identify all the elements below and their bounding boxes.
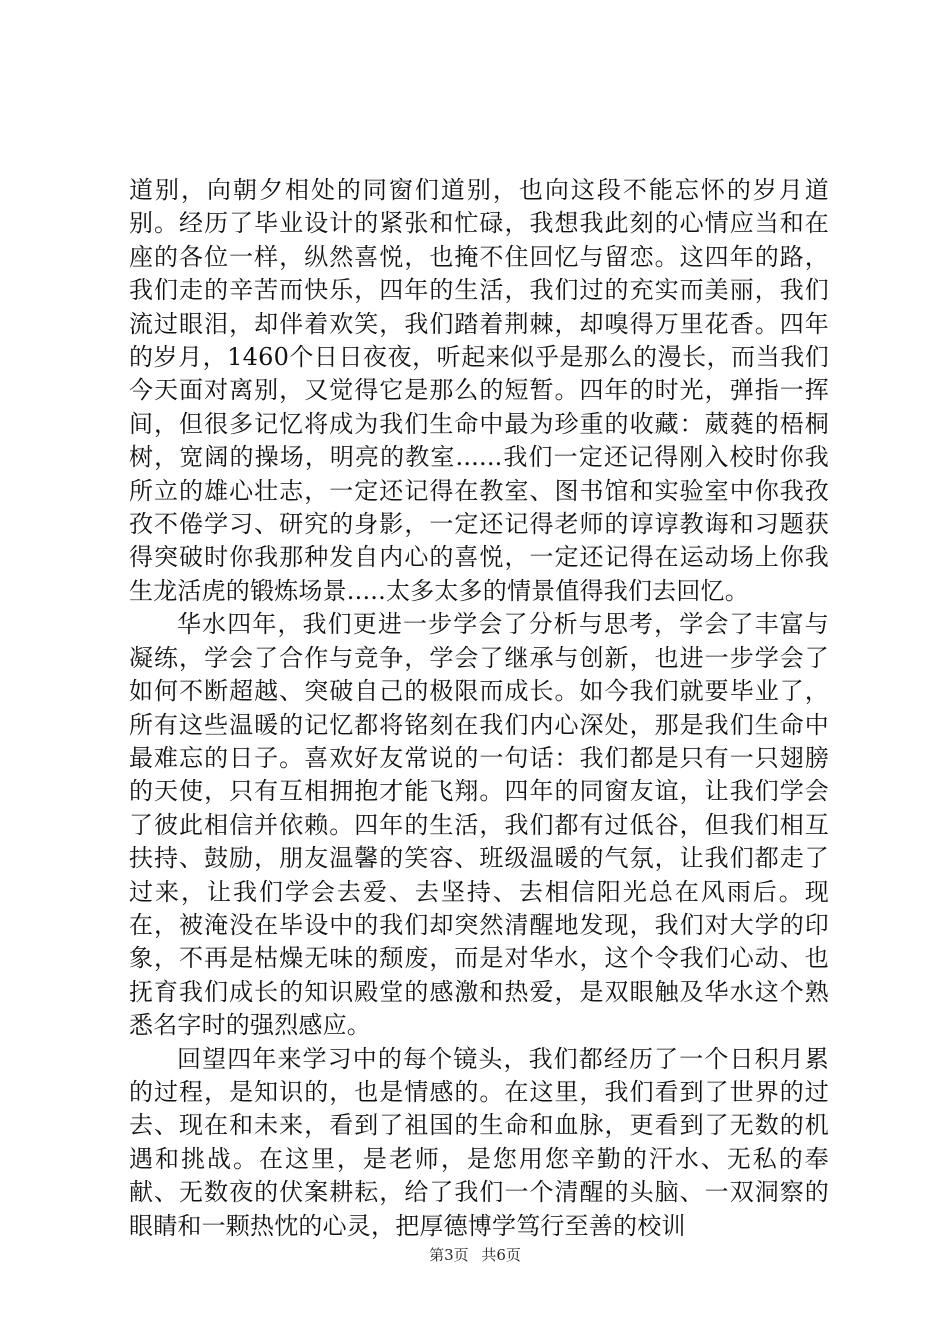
page-footer	[0, 1244, 950, 1265]
page-total: 共6页	[481, 1246, 521, 1264]
page-number: 第3页	[429, 1246, 469, 1264]
document-body	[129, 174, 829, 1243]
paragraph-2: 华水四年，我们更进一步学会了分析与思考，学会了丰富与凝练，学会了合作与竞争，学会了继承与创新，也进一步学会了如何不断超越、突破自己的极限而成长。如今我们就要毕业了，所有这些温暖的记忆都将铭刻在我们内心深处，那是我们生命中最难忘的日子。喜欢好友常说的一句话：我们都是只有一只翅膀的天使，只有互相拥抱才能飞翔。四年的同窗友谊，让我们学会了彼此相信并依赖。四年的生活，我们都有过低谷，但我们相互扶持、鼓励，朋友温馨的笑容、班级温暖的气氛，让我们都走了过来，让我们学会去爱、去坚持、去相信阳光总在风雨后。现在，被淹没在毕设中的我们却突然清醒地发现，我们对大学的印象，不再是枯燥无味的颓废，而是对华水，这个令我们心动、也抚育我们成长的知识殿堂的感激和热爱，是双眼触及华水这个熟悉名字时的强烈感应。	[129, 610, 829, 1040]
paragraph-3: 回望四年来学习中的每个镜头，我们都经历了一个日积月累的过程，是知识的，也是情感的。在这里，我们看到了世界的过去、现在和未来，看到了祖国的生命和血脉，更看到了无数的机遇和挑战。在这里，是老师，是您用您辛勤的汗水、无私的奉献、无数夜的伏案耕耘，给了我们一个清醒的头脑、一双洞察的眼睛和一颗热忱的心灵，把厚德博学笃行至善的校训	[129, 1044, 829, 1240]
paragraph-1: 道别，向朝夕相处的同窗们道别，也向这段不能忘怀的岁月道别。经历了毕业设计的紧张和忙碌，我想我此刻的心情应当和在座的各位一样，纵然喜悦，也掩不住回忆与留恋。这四年的路，我们走的辛苦而快乐，四年的生活，我们过的充实而美丽，我们流过眼泪，却伴着欢笑，我们踏着荆棘，却嗅得万里花香。四年的岁月，1460个日日夜夜，听起来似乎是那么的漫长，而当我们今天面对离别，又觉得它是那么的短暂。四年的时光，弹指一挥间，但很多记忆将成为我们生命中最为珍重的收藏：葳蕤的梧桐树，宽阔的操场，明亮的教室......我们一定还记得刚入校时你我所立的雄心壮志，一定还记得在教室、图书馆和实验室中你我孜孜不倦学习、研究的身影，一定还记得老师的谆谆教诲和习题获得突破时你我那种发自内心的喜悦，一定还记得在运动场上你我生龙活虎的锻炼场景.....太多太多的情景值得我们去回忆。	[129, 176, 829, 605]
